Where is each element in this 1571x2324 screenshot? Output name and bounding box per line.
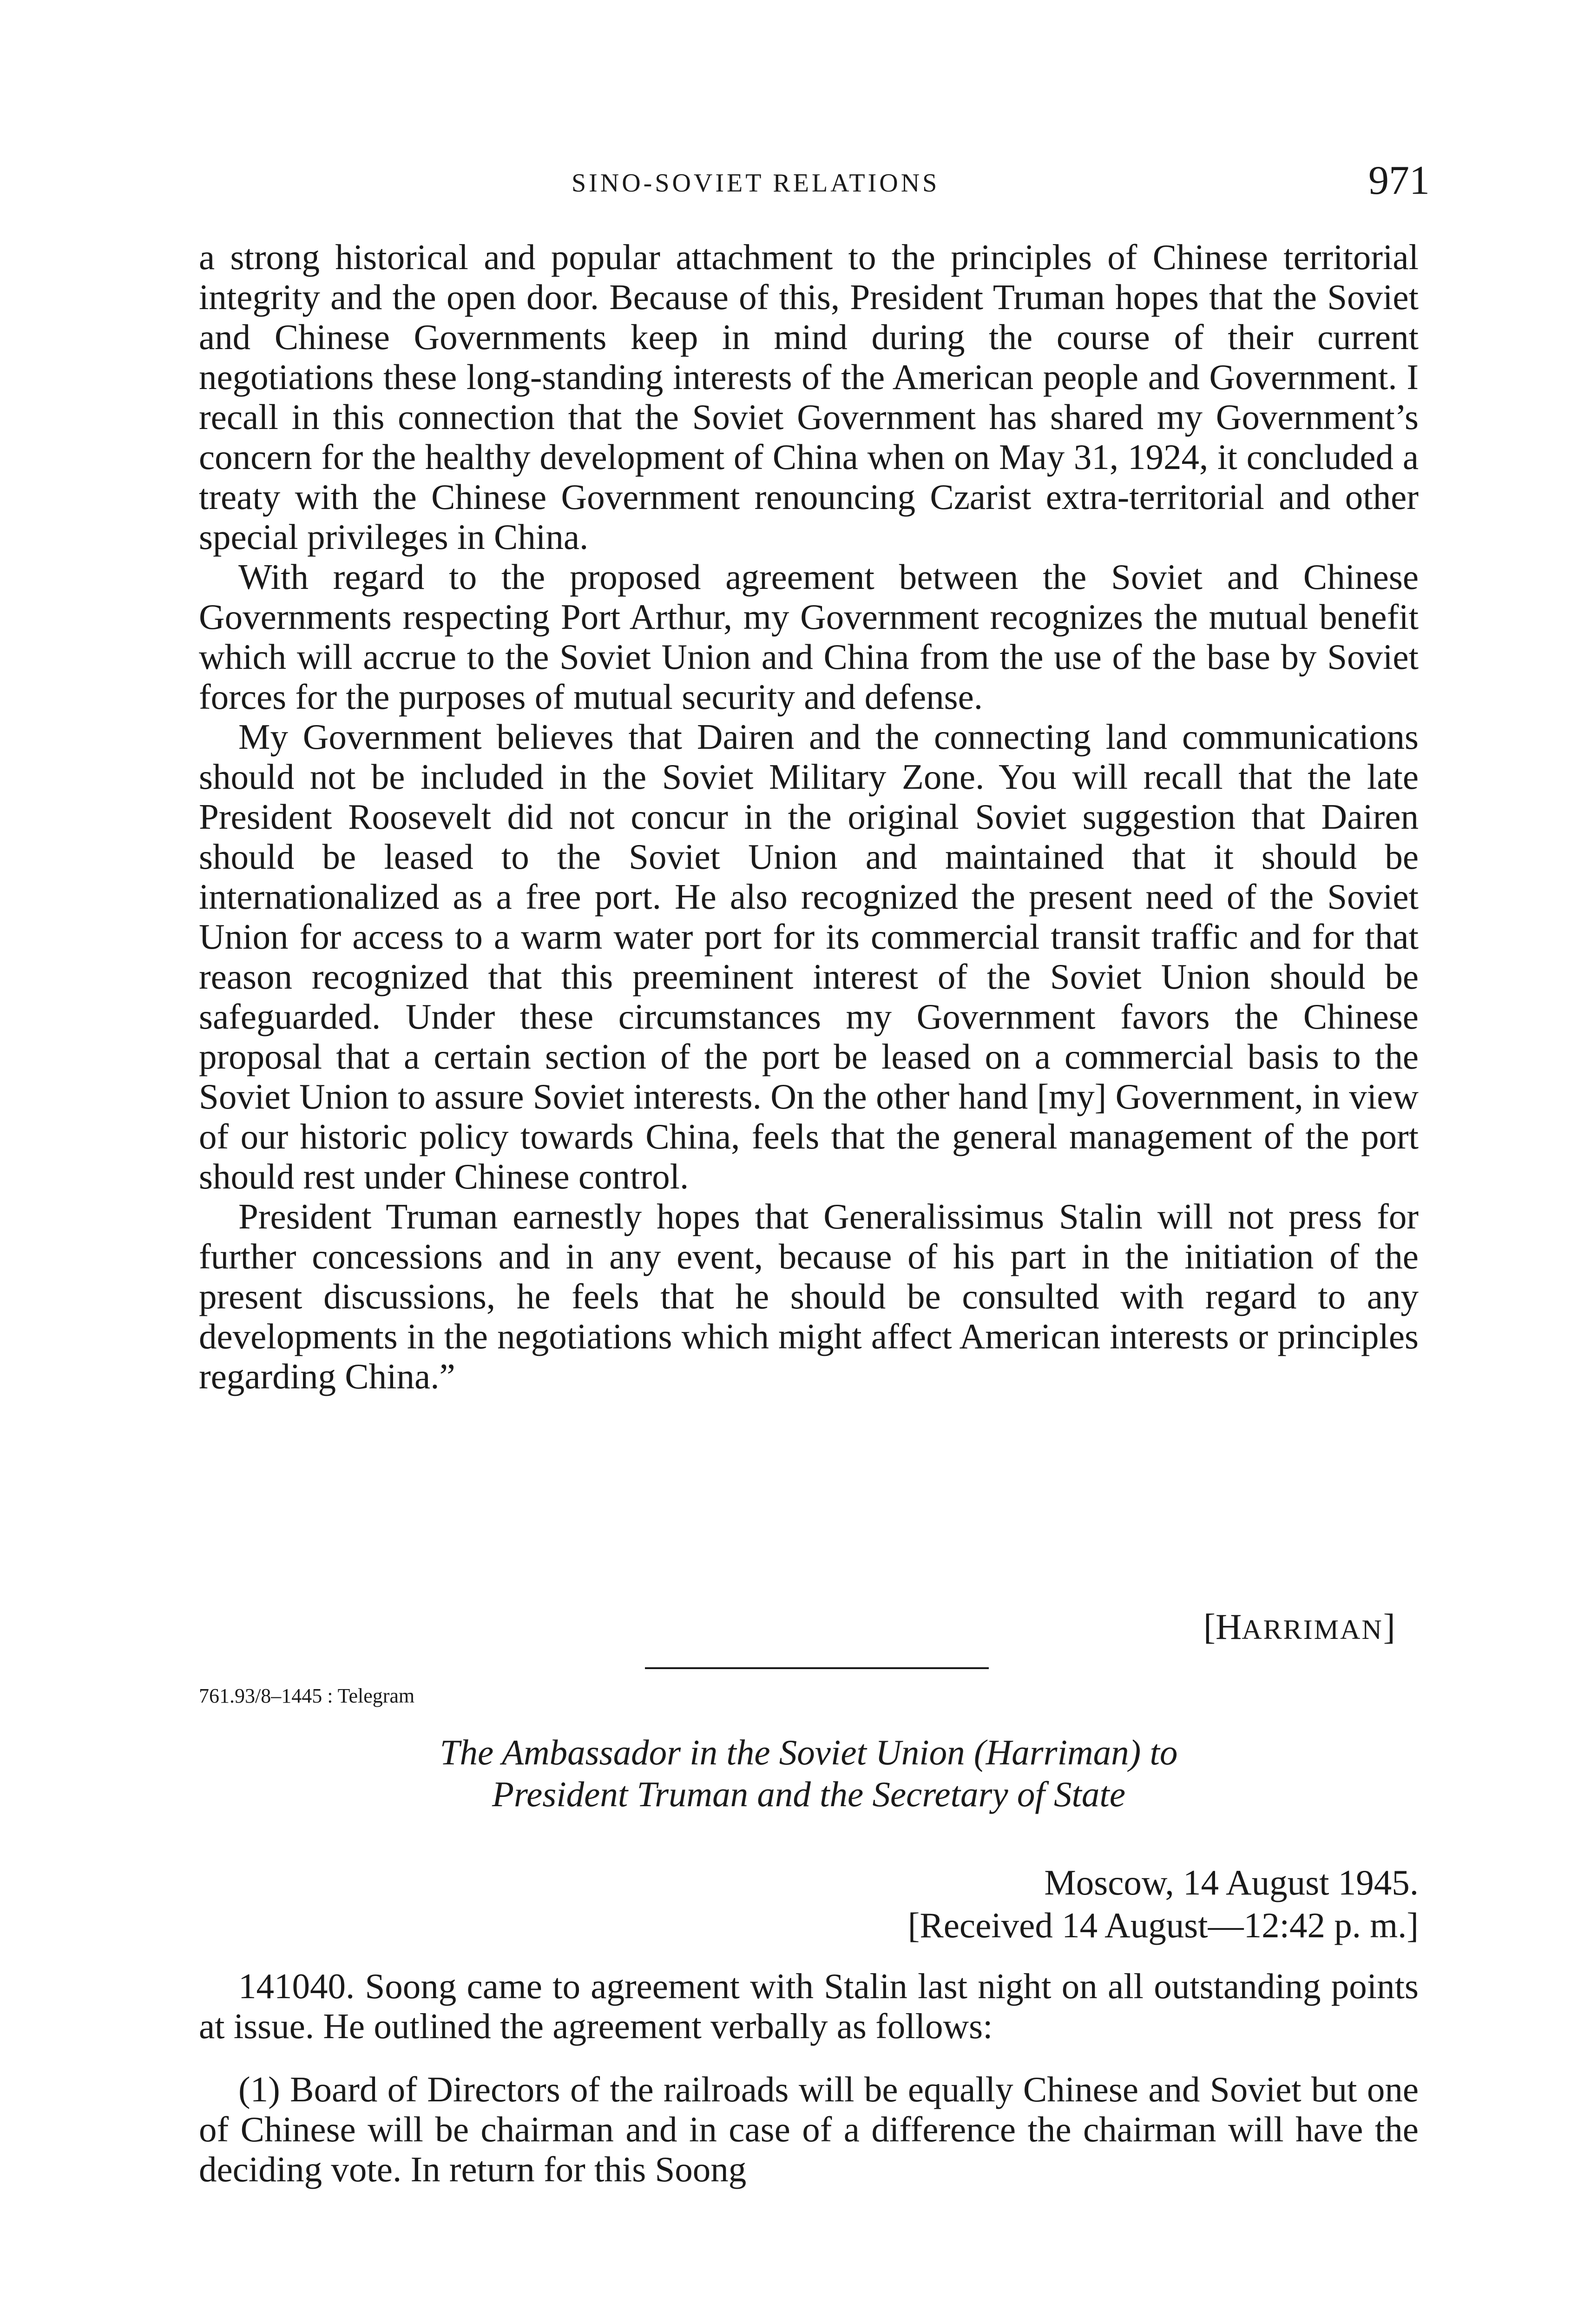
section-divider bbox=[645, 1667, 989, 1669]
telegram-point-1: (1) Board of Directors of the railroads will be equally Chinese and Soviet but one of Chinese will be chairman and in case of a difference the chairman will have the deciding vote. In return for this Soong bbox=[199, 2069, 1419, 2189]
document-title-line-2: President Truman and the Secretary of State bbox=[492, 1774, 1125, 1814]
running-header: SINO-SOVIET RELATIONS bbox=[572, 169, 940, 198]
page-number: 971 bbox=[1368, 158, 1430, 203]
paragraph-continuation: a strong historical and popular attachment to the principles of Chinese territorial integrity and the open door. Because of this, President Truman hopes that the Soviet and Chinese Governments keep in mind during the course of their current negotiations these long-standing interests of the American people and Government. I recall in this connection that the Soviet Government has shared my Government’s concern for the healthy development of China when on May 31, 1924, it concluded a treaty with the Chinese Government renouncing Czarist extra-territorial and other special privileges in China. bbox=[199, 237, 1419, 557]
file-reference: 761.93/8–1445 : Telegram bbox=[199, 1684, 415, 1707]
letter-body bbox=[199, 237, 1419, 1396]
telegram-body bbox=[199, 1966, 1419, 2189]
received-note: [Received 14 August—12:42 p. m.] bbox=[907, 1905, 1419, 1945]
paragraph-dairen: My Government believes that Dairen and the connecting land communications should not be included in the Soviet Military Zone. You will recall that the late President Roosevelt did not concur in the original Soviet suggestion that Dairen should be leased to the Soviet Union and maintained that it should be internationalized as a free port. He also recognized the present need of the Soviet Union for access to a warm water port for its commercial transit traffic and for that reason recognized that this preeminent interest of the Soviet Union should be safeguarded. Under these circumstances my Government favors the Chinese proposal that a certain section of the port be leased on a commercial basis to the Soviet Union to assure Soviet interests. On the other hand [my] Government, in view of our historic policy towards China, feels that the general management of the port should rest under Chinese control. bbox=[199, 717, 1419, 1196]
paragraph-truman-hopes: President Truman earnestly hopes that Generalissimus Stalin will not press for further concessions and in any event, because of his part in the initiation of the present discussions, he feels that he should be consulted with regard to any developments in the negotiations which might affect American interests or principles regarding China.” bbox=[199, 1196, 1419, 1396]
paragraph-port-arthur: With regard to the proposed agreement between the Soviet and Chinese Governments respecting Port Arthur, my Government recognizes the mutual benefit which will accrue to the Soviet Union and China from the use of the base by Soviet forces for the purposes of mutual security and defense. bbox=[199, 557, 1419, 717]
document-title bbox=[199, 1731, 1419, 1815]
document-title-line-1: The Ambassador in the Soviet Union (Harriman) to bbox=[440, 1732, 1178, 1772]
place-date: Moscow, 14 August 1945. bbox=[1044, 1862, 1419, 1902]
dateline bbox=[908, 1861, 1419, 1947]
telegram-intro: 141040. Soong came to agreement with Stalin last night on all outstanding points at issue. He outlined the agreement verbally as follows: bbox=[199, 1966, 1419, 2046]
signature-harriman: [HARRIMAN] bbox=[1203, 1606, 1395, 1647]
